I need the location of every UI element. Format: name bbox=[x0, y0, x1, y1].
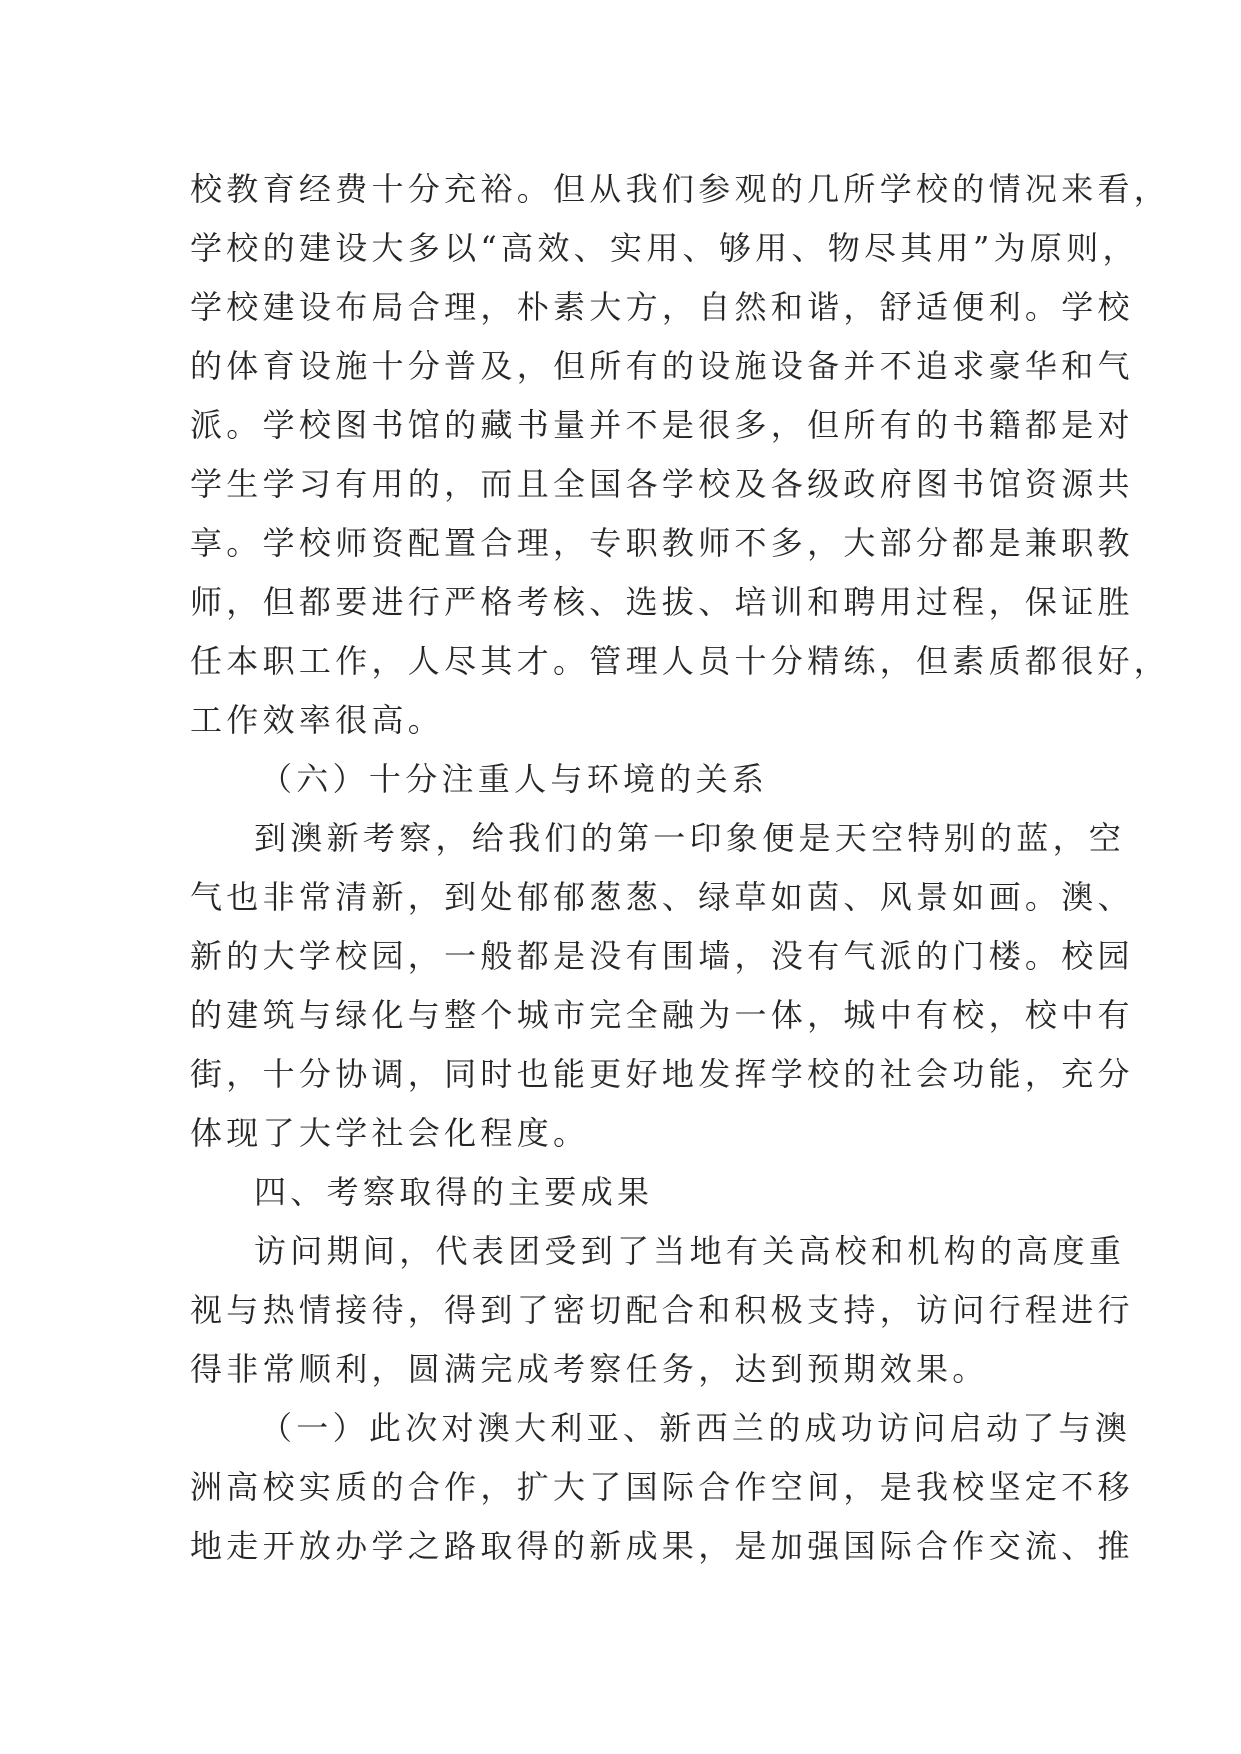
text-line: 任本职工作，人尽其才。管理人员十分精练，但素质都很好， bbox=[190, 642, 1171, 680]
text-line: 工作效率很高。 bbox=[190, 701, 445, 739]
text-line: 师，但都要进行严格考核、选拔、培训和聘用过程，保证胜 bbox=[190, 583, 1134, 621]
section-heading: 四、考察取得的主要成果 bbox=[254, 1173, 654, 1211]
text-line: 学校的建设大多以“高效、实用、够用、物尽其用”为原则， bbox=[190, 229, 1139, 267]
text-line: 享。学校师资配置合理，专职教师不多，大部分都是兼职教 bbox=[190, 524, 1134, 562]
text-line: 学校建设布局合理，朴素大方，自然和谐，舒适便利。学校 bbox=[190, 288, 1134, 326]
text-line: 视与热情接待，得到了密切配合和积极支持，访问行程进行 bbox=[190, 1291, 1134, 1329]
text-line: 校教育经费十分充裕。但从我们参观的几所学校的情况来看， bbox=[190, 170, 1171, 208]
document-body bbox=[190, 160, 1171, 1576]
text-line: 街，十分协调，同时也能更好地发挥学校的社会功能，充分 bbox=[190, 1055, 1134, 1093]
text-line: 到澳新考察，给我们的第一印象便是天空特别的蓝，空 bbox=[254, 819, 1126, 857]
text-line: 体现了大学社会化程度。 bbox=[190, 1114, 590, 1152]
text-line: 地走开放办学之路取得的新成果，是加强国际合作交流、推 bbox=[190, 1527, 1134, 1565]
text-line: 新的大学校园，一般都是没有围墙，没有气派的门楼。校园 bbox=[190, 937, 1134, 975]
text-line: 的体育设施十分普及，但所有的设施设备并不追求豪华和气 bbox=[190, 347, 1134, 385]
text-line: 的建筑与绿化与整个城市完全融为一体，城中有校，校中有 bbox=[190, 996, 1134, 1034]
text-line: 学生学习有用的，而且全国各学校及各级政府图书馆资源共 bbox=[190, 465, 1134, 503]
text-line: 派。学校图书馆的藏书量并不是很多，但所有的书籍都是对 bbox=[190, 406, 1134, 444]
text-line: 洲高校实质的合作，扩大了国际合作空间，是我校坚定不移 bbox=[190, 1468, 1134, 1506]
text-line: 气也非常清新，到处郁郁葱葱、绿草如茵、风景如画。澳、 bbox=[190, 878, 1134, 916]
section-heading: （六）十分注重人与环境的关系 bbox=[260, 760, 769, 798]
text-line: （一）此次对澳大利亚、新西兰的成功访问启动了与澳 bbox=[260, 1409, 1132, 1447]
text-line: 访问期间，代表团受到了当地有关高校和机构的高度重 bbox=[254, 1232, 1126, 1270]
text-line: 得非常顺利，圆满完成考察任务，达到预期效果。 bbox=[190, 1350, 989, 1388]
